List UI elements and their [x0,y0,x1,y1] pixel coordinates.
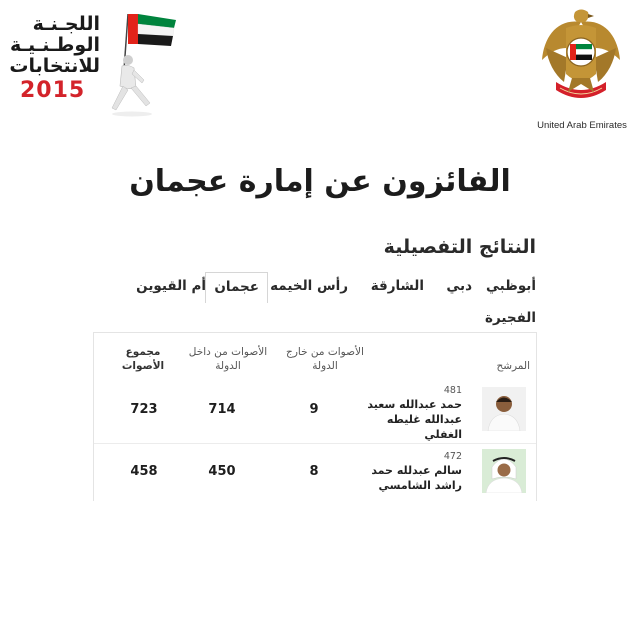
votes-outside-value: 9 [309,402,319,417]
votes-outside-value: 8 [309,464,319,479]
candidate-photo [482,449,526,493]
tab-ajman[interactable]: عجمان [205,272,268,303]
election-committee-logo [9,10,172,120]
tab-sharjah[interactable]: الشارقة [370,278,424,294]
candidate-name: حمد عبدالله سعيد عبدالله غليطه الغفلي [367,398,462,441]
logo-text [9,13,100,103]
logo-line-2: الوطـنـيـة [10,34,100,56]
tab-dubai[interactable]: دبي [446,278,472,294]
logo-line-3: للانتخابات [9,55,100,77]
uae-emblem-icon [538,8,624,108]
tab-umm-al-quwain[interactable]: أم القيوين [136,278,206,294]
section-title: النتائج التفصيلية [383,236,536,258]
row-divider [94,443,536,444]
header-total-votes: مجموع الأصوات [121,346,165,372]
header-votes-outside: الأصوات من خارج الدولة [286,346,364,372]
logo-line-1: اللجـنـة [32,13,100,35]
candidate-number: 472 [443,451,462,462]
emblem-caption: United Arab Emirates [537,120,627,131]
header-votes-inside: الأصوات من داخل الدولة [188,346,268,372]
total-votes-value: 458 [130,464,158,479]
votes-inside-value: 714 [208,402,236,417]
header-candidate: المرشح [496,360,530,372]
candidate-photo [482,387,526,431]
candidate-name: سالم عبدلله حمد راشد الشامسي [371,464,462,492]
tab-abu-dhabi[interactable]: أبوظبي [485,278,536,294]
flag-runner-icon [98,10,178,120]
page-title: الفائزون عن إمارة عجمان [129,164,511,199]
tab-fujairah[interactable]: الفجيرة [484,310,536,326]
results-table [93,332,537,501]
candidate-number: 481 [443,385,462,396]
logo-year: 2015 [20,78,86,103]
total-votes-value: 723 [130,402,158,417]
tab-ras-al-khaimah[interactable]: رأس الخيمه [270,278,348,294]
votes-inside-value: 450 [208,464,236,479]
